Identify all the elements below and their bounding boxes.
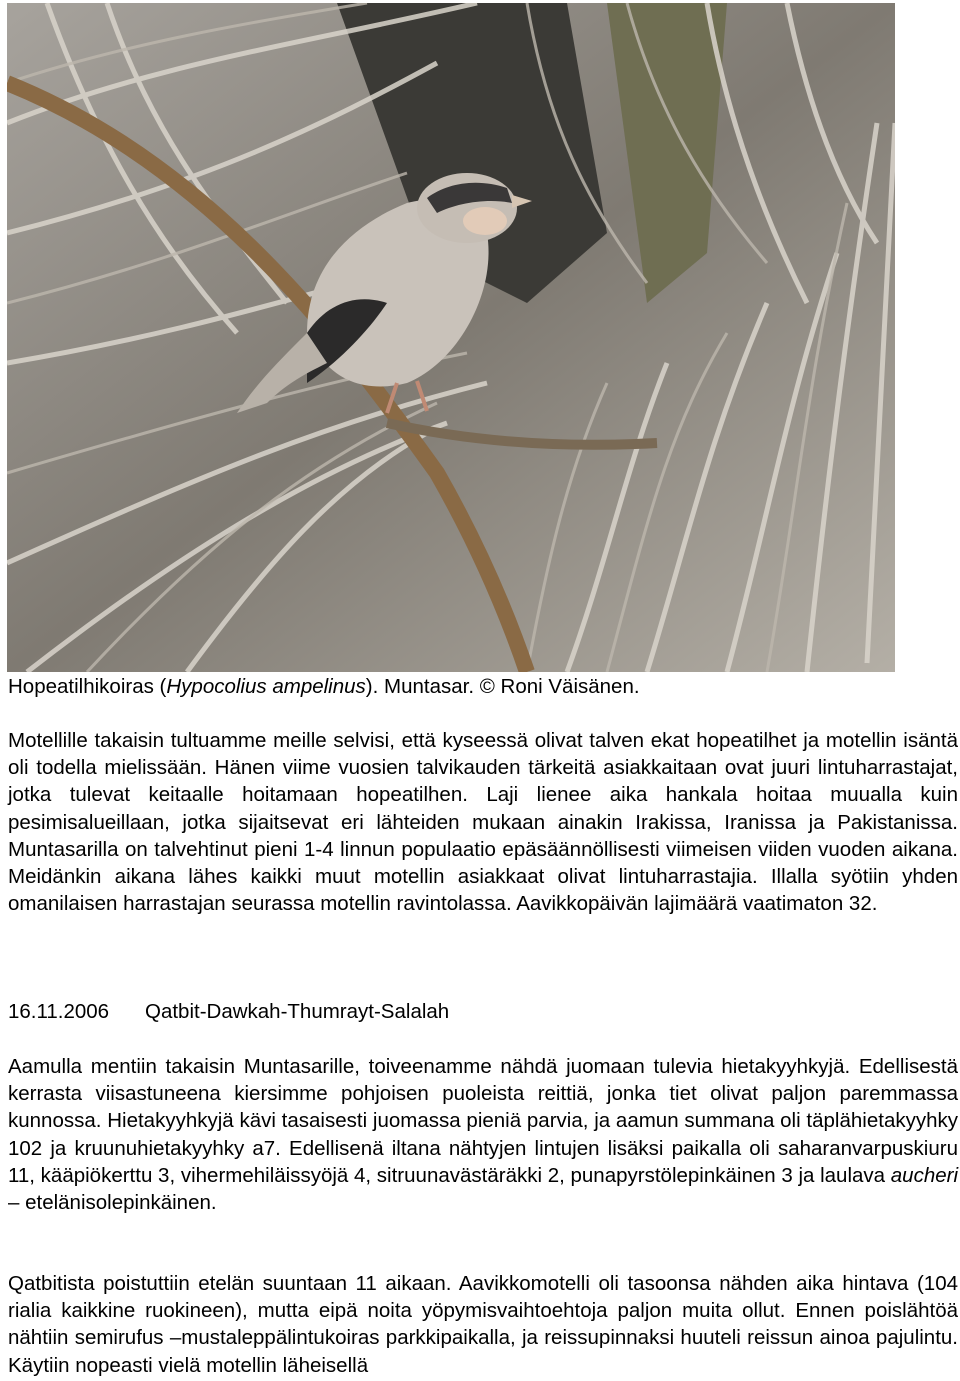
paragraph-leaving-qatbit: Qatbitista poistuttiin etelän suuntaan 11 aikaan. Aavikkomotelli oli tasoonsa nähden aika hintava (104 rialia kaikkine ruokineen), mutta eipä noita yöpymisvaihtoehtoja paljon muita ollut. Ennen poislähtöä nähtiin semirufus –mustaleppälintukoiras parkkipaikalla, ja reissupinnaksi huuteli reissun ainoa pajulintu. Käytiin nopeasti vielä motellin läheisellä xyxy=(8,1272,958,1377)
paragraph-sandgrouse xyxy=(8,1053,958,1216)
day-heading xyxy=(8,998,958,1025)
day-route: Qatbit-Dawkah-Thumrayt-Salalah xyxy=(145,1000,450,1023)
paragraph-muntasar-motel: Motellille takaisin tultuamme meille selvisi, että kyseessä olivat talven ekat hopeatilhet ja motellin isäntä oli todella mielissään. Hänen viime vuosien talvikauden tärkeitä asiakkaitaan ovat juuri lintuharrastajat, jotka tulevat keitaalle hoitamaan hopeatilhen. Laji lienee aika hankala hoitaa muualla kuin pesimisalueillaan, jotka sijaitsevat eri lähteiden mukaan ainakin Irakissa, Iranissa ja Pakistanissa. Muntasarilla on talvehtinut pieni 1-4 linnun populaatio epäsäännöllisesti viimeisen viiden vuoden aikana. Meidänkin aikana lähes kaikki muut motellin asiakkaat olivat lintuharrastajia. Illalla syötiin yhden omanilaisen harrastajan seurassa motellin ravintolassa. Aavikkopäivän lajimäärä vaatimaton 32. xyxy=(8,729,958,916)
caption-prefix: Hopeatilhikoiras ( xyxy=(8,675,167,698)
paragraph2-text: Aamulla mentiin takaisin Muntasarille, toiveenamme nähdä juomaan tulevia hietakyyhkyjä. Edellisestä kerrasta viisastuneena kiersimme pohjoisen puoleista reittiä, jonka tiet olivat paljon paremmassa kunnossa. Hietakyyhkyjä kävi tasaisesti juomassa pieniä parvia, ja aamun summana oli täplähietakyyhky 102 ja kruunuhietakyyhky a7. Edellisenä iltana nähtyjen lintujen lisäksi paikalla oli saharanvarpuskiuru 11, kääpiökerttu 3, vihermehiläissyöjä 4, sitruunavästäräkki 2, punapyrstölepinkäinen 3 ja laulava xyxy=(8,1055,958,1187)
caption-scientific-name: Hypocolius ampelinus xyxy=(166,675,366,698)
day-date: 16.11.2006 xyxy=(8,1000,110,1023)
bird-photo-illustration xyxy=(7,3,895,672)
paragraph2-italic: aucheri xyxy=(890,1163,959,1187)
caption-suffix: ). Muntasar. © Roni Väisänen. xyxy=(365,675,640,698)
photo-caption xyxy=(8,673,958,700)
paragraph2-end: – etelänisolepinkäinen. xyxy=(8,1191,217,1215)
bird-photo xyxy=(7,3,895,672)
